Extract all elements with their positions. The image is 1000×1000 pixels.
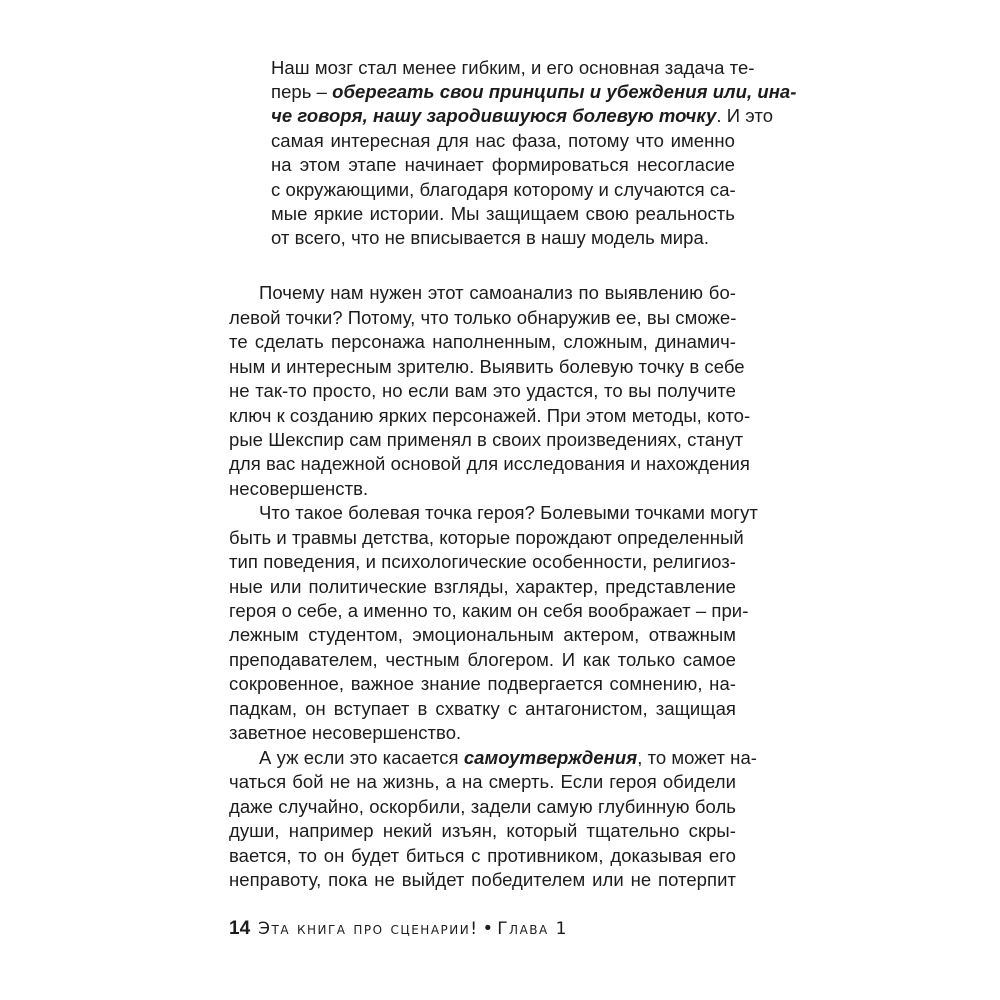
paragraph-line: для вас надежной основой для исследования и нахождения (229, 453, 750, 474)
emphasized-text: оберегать свои принципы и убеждения или, ина- (332, 81, 797, 102)
quote-line (271, 80, 797, 104)
paragraph-line: даже случайно, оскорбили, задели самую глубинную боль (229, 796, 736, 817)
paragraph-line: неправоту, пока не выйдет победителем или не потерпит (229, 869, 736, 890)
paragraph-line: вается, то он будет биться с противником, доказывая его (229, 845, 736, 866)
paragraph-line: Почему нам нужен этот самоанализ по выявлению бо- (259, 282, 736, 303)
page-footer (229, 914, 568, 944)
paragraph-line: преподавателем, честным блогером. И как только самое (229, 649, 736, 670)
separator-bullet: • (484, 918, 492, 939)
book-title: Эта книга про сценарии! (258, 919, 479, 939)
paragraph-line: Что такое болевая точка героя? Болевыми точками могут (259, 502, 758, 523)
paragraph-text: , то может на- (637, 747, 757, 768)
paragraph-line: левой точки? Потому, что только обнаружив ее, вы сможе- (229, 307, 737, 328)
quote-line: мые яркие истории. Мы защищаем свою реальность (271, 203, 735, 224)
paragraph-line: падкам, он вступает в схватку с антагонистом, защищая (229, 698, 736, 719)
quote-line: от всего, что не вписывается в нашу модель мира. (271, 227, 710, 248)
quote-line: на этом этапе начинает формироваться несогласие (271, 154, 735, 175)
paragraph-line: рые Шекспир сам применял в своих произведениях, станут (229, 429, 744, 450)
page-number: 14 (229, 918, 251, 939)
paragraph-line: ключ к созданию ярких персонажей. При этом методы, кото- (229, 405, 751, 426)
quote-line: с окружающими, благодаря которому и случаются са- (271, 179, 736, 200)
paragraph-text: А уж если это касается (259, 747, 464, 768)
paragraph-line: заветное несовершенство. (229, 722, 462, 743)
paragraph-line: сокровенное, важное знание подвергается сомнению, на- (229, 673, 736, 694)
emphasized-text: че говоря, нашу зародившуюся болевую точку (271, 105, 717, 126)
paragraph-line: лежным студентом, эмоциональным актером, отважным (229, 624, 736, 645)
paragraph-line: души, например некий изъян, который тщательно скры- (229, 820, 736, 841)
paragraph-line: ным и интересным зрителю. Выявить болевую точку в себе (229, 356, 745, 377)
paragraph-line: чаться бой не на жизнь, а на смерть. Если героя обидели (229, 771, 736, 792)
paragraph-line: не так-то просто, но если вам это удастся, то вы получите (229, 380, 736, 401)
paragraph-line (259, 746, 757, 770)
paragraph-line: героя о себе, а именно то, каким он себя воображает – при- (229, 600, 749, 621)
emphasized-text: самоутверждения (463, 747, 638, 768)
quote-line (271, 104, 774, 128)
paragraph-line: те сделать персонажа наполненным, сложным, динамич- (229, 331, 736, 352)
paragraph-line: несовершенств. (229, 478, 369, 499)
paragraph-line: тип поведения, и психологические особенности, религиоз- (229, 551, 736, 572)
paragraph-line: быть и травмы детства, которые порождают определенный (229, 527, 744, 548)
quote-line: Наш мозг стал менее гибким, и его основная задача те- (271, 57, 755, 78)
chapter-label: Глава 1 (497, 919, 568, 939)
quote-text: перь – (271, 81, 333, 102)
quote-text: . И это (716, 105, 774, 126)
paragraph-line: ные или политические взгляды, характер, представление (229, 576, 736, 597)
quote-line: самая интересная для нас фаза, потому что именно (271, 130, 735, 151)
